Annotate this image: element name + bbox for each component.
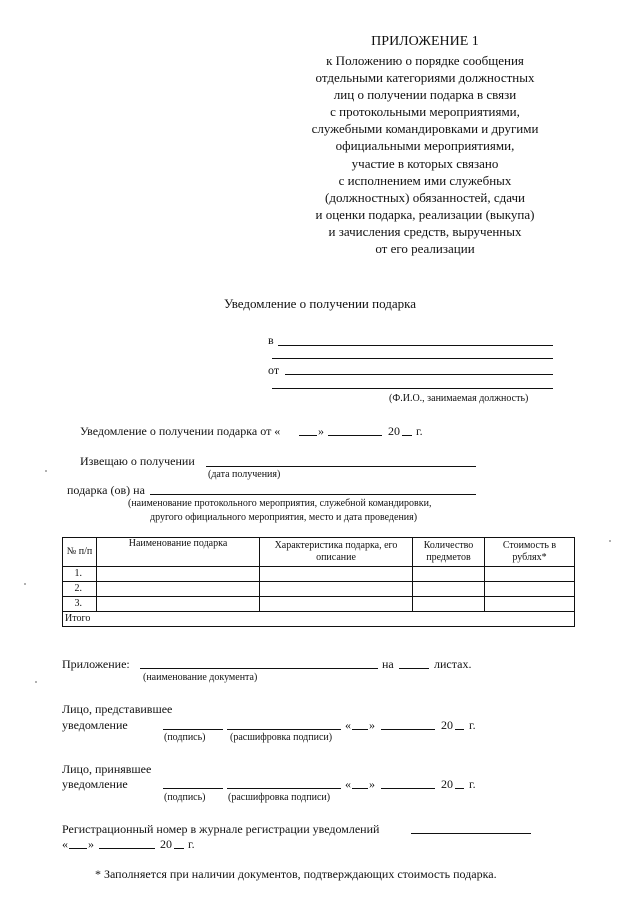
received-label: Извещаю о получении [80, 454, 195, 468]
gift-quantity-cell[interactable] [413, 582, 485, 597]
registration-number-field[interactable] [411, 833, 531, 834]
submitted-quote-open: « [345, 718, 351, 732]
submitted-day-field[interactable] [352, 729, 368, 730]
accepted-day-field[interactable] [352, 788, 368, 789]
header-characteristic: Характеристика подарка, его описание [260, 538, 413, 567]
submitted-quote-close: » [369, 718, 375, 732]
gift-quantity-cell[interactable] [413, 597, 485, 612]
registration-year-field[interactable] [174, 848, 184, 849]
submitted-year-prefix: 20 [441, 718, 453, 732]
gift-quantity-cell[interactable] [413, 567, 485, 582]
submitted-month-field[interactable] [381, 729, 435, 730]
accepted-signature-field[interactable] [163, 788, 223, 789]
scan-speck [24, 583, 26, 585]
submitted-decode-caption: (расшифровка подписи) [230, 732, 333, 743]
event-caption-2: другого официального мероприятия, место и дата проведения) [150, 512, 418, 523]
appendix-line: от его реализации [375, 241, 475, 257]
accepted-month-field[interactable] [381, 788, 435, 789]
document-title: Уведомление о получении подарка [224, 296, 416, 311]
to-line-1[interactable] [278, 345, 553, 346]
registration-quote-close: » [88, 837, 94, 851]
gift-characteristic-cell[interactable] [260, 567, 413, 582]
attachment-sheets: листах. [434, 657, 472, 671]
registration-year-suffix: г. [188, 837, 195, 851]
accepted-decode-caption: (расшифровка подписи) [228, 792, 331, 803]
attachment-sheets-field[interactable] [399, 668, 429, 669]
gift-cost-cell[interactable] [485, 582, 575, 597]
submitted-line-2: уведомление [62, 718, 128, 732]
notice-quote-close: » [318, 424, 324, 438]
fio-caption: (Ф.И.О., занимаемая должность) [389, 393, 529, 404]
notice-year-field[interactable] [402, 435, 412, 436]
notice-day-field[interactable] [299, 435, 317, 436]
accepted-quote-close: » [369, 777, 375, 791]
attachment-on: на [382, 657, 394, 671]
appendix-line: отдельными категориями должностных [315, 70, 535, 86]
scan-speck [609, 540, 611, 542]
gift-characteristic-cell[interactable] [260, 582, 413, 597]
appendix-line: (должностных) обязанностей, сдачи [325, 189, 525, 205]
appendix-description [280, 52, 570, 257]
appendix-title: ПРИЛОЖЕНИЕ 1 [371, 34, 479, 49]
attachment-label: Приложение: [62, 657, 130, 671]
table-row [63, 582, 575, 597]
gift-characteristic-cell[interactable] [260, 597, 413, 612]
submitted-year-field[interactable] [455, 729, 464, 730]
appendix-line: с протокольными мероприятиями, [330, 104, 520, 120]
gifts-table [62, 537, 575, 627]
notice-prefix: Уведомление о получении подарка от « [80, 424, 281, 438]
to-label: в [268, 333, 274, 347]
notice-year-suffix: г. [416, 424, 423, 438]
notice-year-prefix: 20 [388, 424, 400, 438]
total-label: Итого [63, 612, 575, 627]
scan-speck [35, 681, 37, 683]
table-row [63, 597, 575, 612]
appendix-line: и оценки подарка, реализации (выкупа) [315, 206, 535, 222]
registration-quote-open: « [62, 837, 68, 851]
received-date-field[interactable] [206, 466, 476, 467]
accepted-quote-open: « [345, 777, 351, 791]
submitted-signature-field[interactable] [163, 729, 223, 730]
appendix-line: с исполнением ими служебных [338, 172, 512, 188]
received-date-caption: (дата получения) [208, 469, 281, 480]
row-number: 1. [63, 567, 97, 582]
appendix-line: официальными мероприятиями, [335, 138, 515, 154]
header-gift-name: Наименование подарка [97, 538, 260, 567]
appendix-line: лиц о получении подарка в связи [333, 87, 517, 103]
from-line-1[interactable] [285, 374, 553, 375]
gifts-on-label: подарка (ов) на [67, 483, 145, 497]
row-number: 3. [63, 597, 97, 612]
accepted-year-suffix: г. [469, 777, 476, 791]
gift-cost-cell[interactable] [485, 567, 575, 582]
event-caption-1: (наименование протокольного мероприятия, служебной командировки, [128, 498, 432, 509]
gift-name-cell[interactable] [97, 567, 260, 582]
registration-month-field[interactable] [99, 848, 155, 849]
gift-cost-cell[interactable] [485, 597, 575, 612]
accepted-sign-caption: (подпись) [164, 792, 206, 803]
table-row [63, 567, 575, 582]
accepted-line-1: Лицо, принявшее [62, 762, 152, 776]
attachment-caption: (наименование документа) [143, 672, 258, 683]
header-quantity: Количество предметов [413, 538, 485, 567]
appendix-line: участие в которых связано [351, 155, 499, 171]
appendix-line: и зачисления средств, вырученных [328, 223, 522, 239]
table-total-row [63, 612, 575, 627]
notice-month-field[interactable] [328, 435, 382, 436]
accepted-line-2: уведомление [62, 777, 128, 791]
to-line-2[interactable] [272, 358, 553, 359]
from-line-2[interactable] [272, 388, 553, 389]
submitted-decode-field[interactable] [227, 729, 341, 730]
footnote: * Заполняется при наличии документов, подтверждающих стоимость подарка. [95, 867, 497, 881]
event-field[interactable] [150, 494, 476, 495]
appendix-line: к Положению о порядке сообщения [326, 53, 524, 68]
header-number: № п/п [63, 538, 97, 567]
gift-name-cell[interactable] [97, 597, 260, 612]
submitted-line-1: Лицо, представившее [62, 702, 173, 716]
table-header-row [63, 538, 575, 567]
appendix-line: служебными командировками и другими [311, 121, 539, 137]
accepted-year-field[interactable] [455, 788, 464, 789]
attachment-document-field[interactable] [140, 668, 378, 669]
scan-speck [45, 470, 47, 472]
from-label: от [268, 363, 280, 377]
row-number: 2. [63, 582, 97, 597]
submitted-year-suffix: г. [469, 718, 476, 732]
accepted-decode-field[interactable] [227, 788, 341, 789]
registration-year-prefix: 20 [160, 837, 172, 851]
registration-label: Регистрационный номер в журнале регистрации уведомлений [62, 822, 380, 836]
gift-name-cell[interactable] [97, 582, 260, 597]
header-cost: Стоимость в рублях* [485, 538, 575, 567]
accepted-year-prefix: 20 [441, 777, 453, 791]
submitted-sign-caption: (подпись) [164, 732, 206, 743]
registration-day-field[interactable] [69, 848, 87, 849]
